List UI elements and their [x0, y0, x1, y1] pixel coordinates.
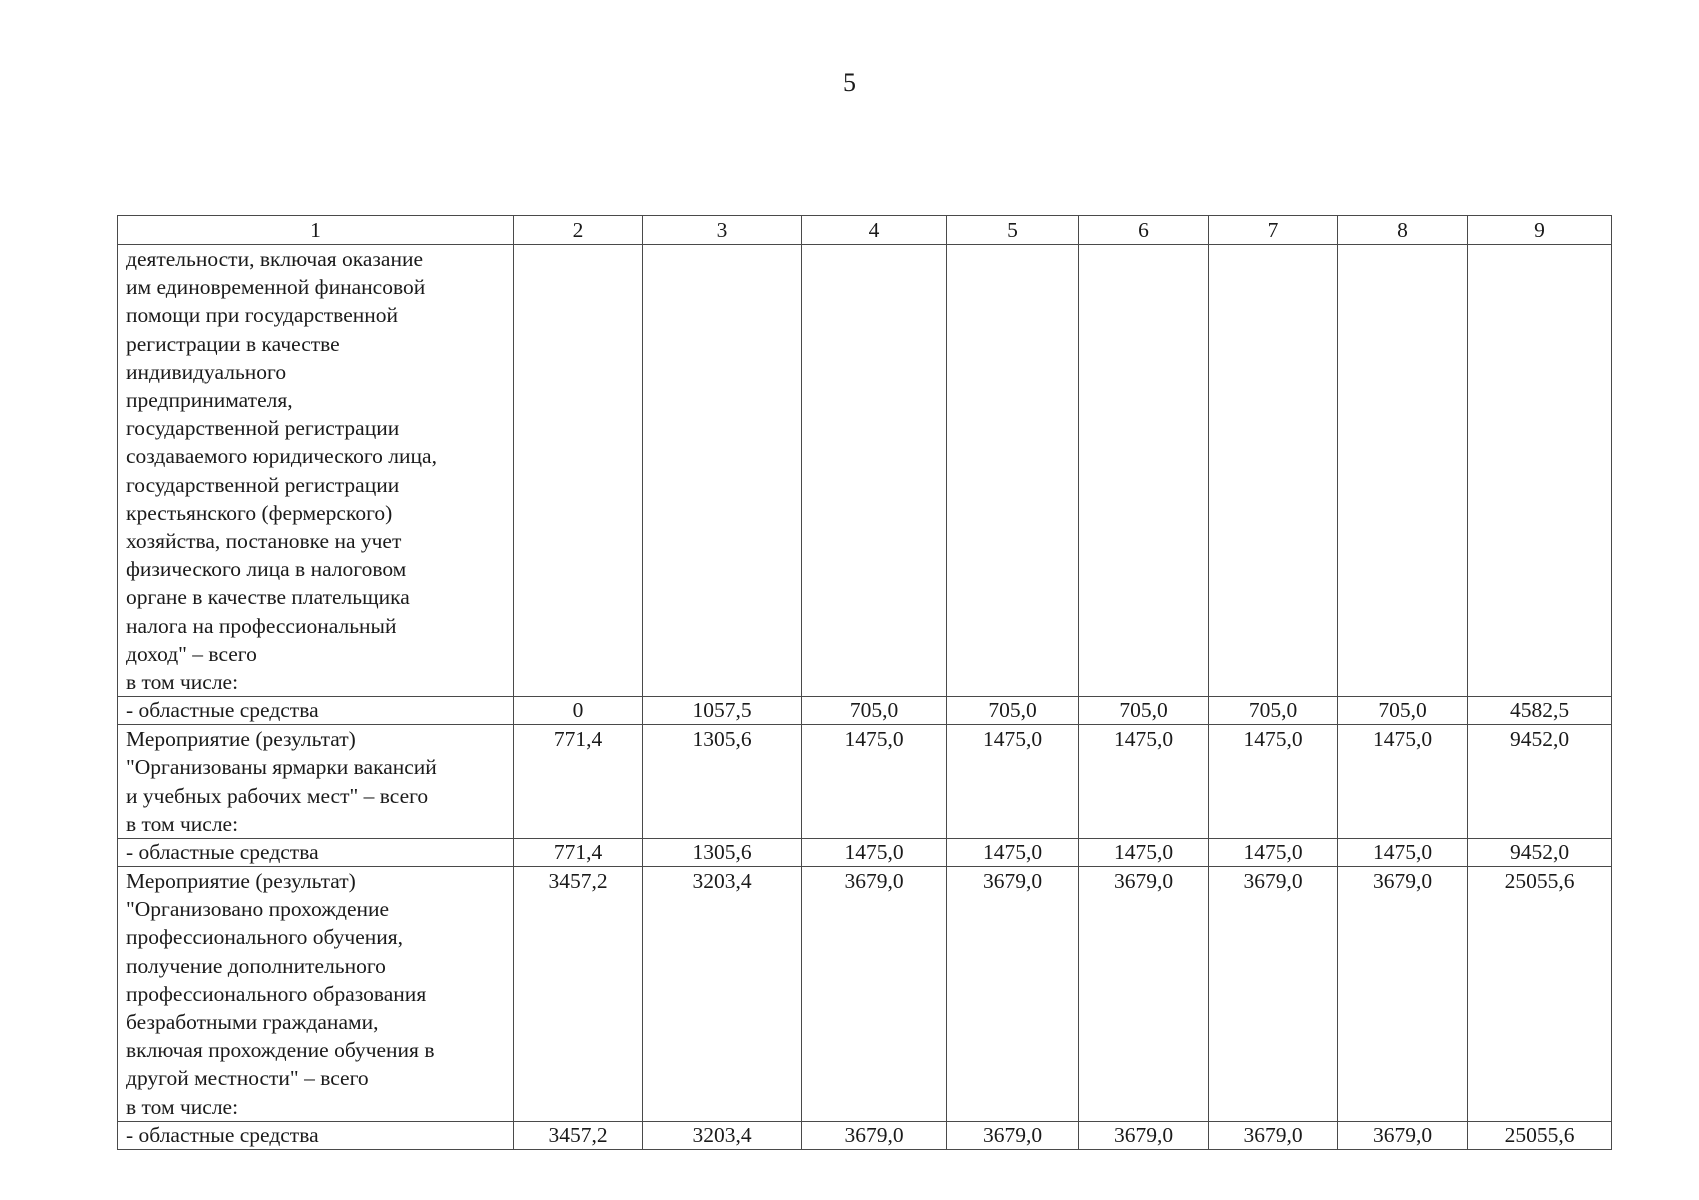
row-label: - областные средства	[118, 697, 514, 725]
table-cell: 705,0	[947, 697, 1079, 725]
table-cell: 3679,0	[1079, 1121, 1209, 1149]
column-header: 5	[947, 216, 1079, 245]
column-header: 3	[643, 216, 802, 245]
table-cell: 3679,0	[802, 867, 947, 1122]
column-header: 9	[1468, 216, 1612, 245]
table-row	[118, 839, 1612, 867]
table-cell: 9452,0	[1468, 839, 1612, 867]
column-number-row	[118, 216, 1612, 245]
table-row	[118, 867, 1612, 1122]
table-cell: 3679,0	[1209, 867, 1338, 1122]
table-cell: 25055,6	[1468, 867, 1612, 1122]
column-header: 4	[802, 216, 947, 245]
table-cell: 1475,0	[1338, 725, 1468, 839]
table-row	[118, 1121, 1612, 1149]
table-cell	[1338, 245, 1468, 697]
table-cell: 1475,0	[1209, 839, 1338, 867]
row-label: Мероприятие (результат) "Организованы ярмарки вакансий и учебных рабочих мест" – всего в том числе:	[118, 725, 514, 839]
table-cell: 3679,0	[802, 1121, 947, 1149]
table-cell	[643, 245, 802, 697]
page-number: 5	[843, 68, 856, 97]
table-row	[118, 725, 1612, 839]
table-cell: 1305,6	[643, 839, 802, 867]
table-cell: 1475,0	[802, 725, 947, 839]
row-label: - областные средства	[118, 1121, 514, 1149]
table-cell: 3679,0	[1338, 867, 1468, 1122]
table-cell: 3203,4	[643, 1121, 802, 1149]
table-cell: 9452,0	[1468, 725, 1612, 839]
table-cell: 3679,0	[947, 1121, 1079, 1149]
column-header: 2	[514, 216, 643, 245]
table-cell	[947, 245, 1079, 697]
table-cell: 0	[514, 697, 643, 725]
table-cell: 1057,5	[643, 697, 802, 725]
column-header: 7	[1209, 216, 1338, 245]
table-cell	[1468, 245, 1612, 697]
table-cell: 1475,0	[1079, 839, 1209, 867]
table-cell: 1475,0	[1338, 839, 1468, 867]
table-cell: 3203,4	[643, 867, 802, 1122]
table-cell: 1305,6	[643, 725, 802, 839]
table-cell: 3679,0	[1209, 1121, 1338, 1149]
table-cell: 771,4	[514, 725, 643, 839]
column-header: 6	[1079, 216, 1209, 245]
table-cell: 1475,0	[1079, 725, 1209, 839]
table-cell: 705,0	[802, 697, 947, 725]
row-label: Мероприятие (результат) "Организовано прохождение профессионального обучения, получение дополнительного профессионального образования безработными гражданами, включая прохождение обучения в другой местности" – всего в том числе:	[118, 867, 514, 1122]
table-cell: 3679,0	[1338, 1121, 1468, 1149]
row-label: деятельности, включая оказание им единовременной финансовой помощи при государственной регистрации в качестве индивидуального предпринимателя, государственной регистрации создаваемого юридического лица, государственной регистрации крестьянского (фермерского) хозяйства, постановке на учет физического лица в налоговом органе в качестве плательщика налога на профессиональный доход" – всего в том числе:	[118, 245, 514, 697]
table-cell: 3679,0	[1079, 867, 1209, 1122]
table-cell: 705,0	[1338, 697, 1468, 725]
table-cell: 705,0	[1079, 697, 1209, 725]
table-row	[118, 697, 1612, 725]
table-cell	[514, 245, 643, 697]
table-cell: 4582,5	[1468, 697, 1612, 725]
table-cell: 705,0	[1209, 697, 1338, 725]
table-cell: 3457,2	[514, 867, 643, 1122]
table-cell: 1475,0	[802, 839, 947, 867]
row-label: - областные средства	[118, 839, 514, 867]
table-row	[118, 245, 1612, 697]
table-cell	[1079, 245, 1209, 697]
column-header: 8	[1338, 216, 1468, 245]
table-cell: 1475,0	[947, 725, 1079, 839]
table-cell: 1475,0	[1209, 725, 1338, 839]
table-cell	[802, 245, 947, 697]
table-cell: 1475,0	[947, 839, 1079, 867]
column-header: 1	[118, 216, 514, 245]
table-cell: 3457,2	[514, 1121, 643, 1149]
table-cell: 771,4	[514, 839, 643, 867]
table-cell	[1209, 245, 1338, 697]
table-cell: 25055,6	[1468, 1121, 1612, 1149]
table-cell: 3679,0	[947, 867, 1079, 1122]
budget-table	[117, 215, 1612, 1150]
